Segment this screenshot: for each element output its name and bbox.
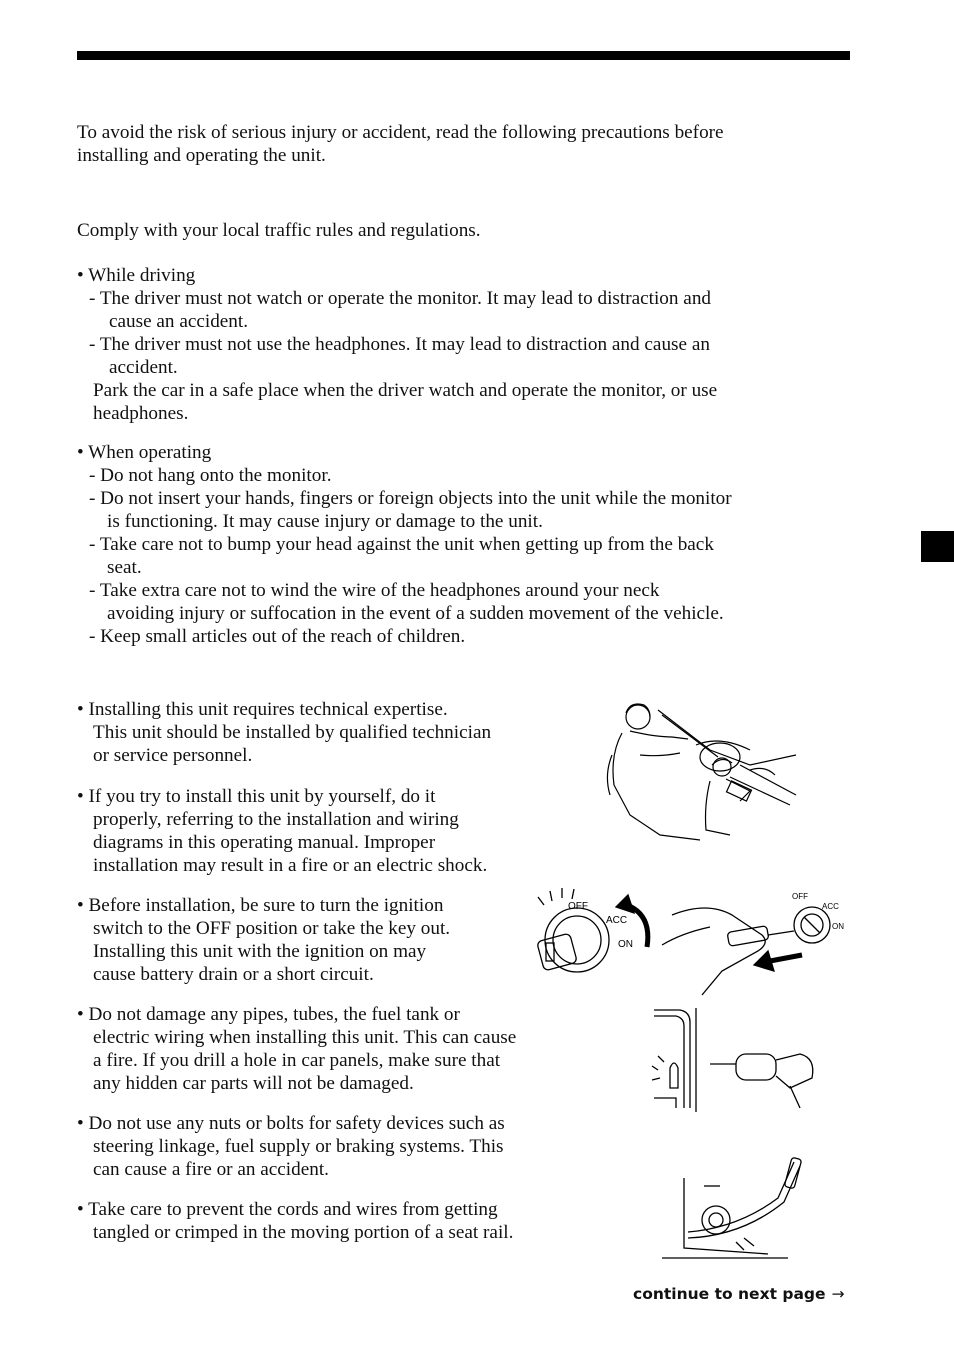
operating-line: - Take care not to bump your head against the unit when getting up from the back xyxy=(89,534,714,555)
install-bullet-expertise xyxy=(77,698,491,767)
drill-illustration xyxy=(650,1008,820,1112)
install-line: electric wiring when installing this unit. This can cause xyxy=(93,1027,517,1048)
install-line: switch to the OFF position or take the key out. xyxy=(93,918,451,939)
install-line: cause battery drain or a short circuit. xyxy=(93,964,374,985)
operating-line: avoiding injury or suffocation in the event of a sudden movement of the vehicle. xyxy=(107,603,724,624)
ignition-label-off: OFF xyxy=(568,901,588,912)
install-line: a fire. If you drill a hole in car panels, make sure that xyxy=(93,1050,501,1071)
operating-line: - Keep small articles out of the reach of children. xyxy=(89,626,466,647)
intro-line: To avoid the risk of serious injury or accident, read the following precautions before xyxy=(77,122,724,143)
install-line: or service personnel. xyxy=(93,745,253,766)
install-bullet-seat-rail xyxy=(77,1198,513,1244)
arrow-right-icon: → xyxy=(831,1285,845,1303)
seat-rail-illustration xyxy=(658,1158,808,1262)
ignition-label-acc-small: ACC xyxy=(822,902,839,911)
driving-line: cause an accident. xyxy=(109,311,249,332)
install-line: Installing this unit with the ignition on may xyxy=(93,941,427,962)
driving-section xyxy=(77,264,717,425)
continue-next-page xyxy=(633,1283,845,1306)
ignition-label-off-small: OFF xyxy=(792,892,808,901)
traffic-rules-text: Comply with your local traffic rules and regulations. xyxy=(77,220,481,241)
operating-line: - Take extra care not to wind the wire of the headphones around your neck xyxy=(89,580,660,601)
operating-line: - Do not insert your hands, fingers or foreign objects into the unit while the monitor xyxy=(89,488,732,509)
install-bullet-safety-devices xyxy=(77,1112,505,1181)
operating-heading: • When operating xyxy=(77,442,212,463)
operating-line: is functioning. It may cause injury or damage to the unit. xyxy=(107,511,543,532)
ignition-label-on: ON xyxy=(618,939,633,950)
install-line: • Installing this unit requires technical expertise. xyxy=(77,699,448,720)
install-line: diagrams in this operating manual. Improper xyxy=(93,832,436,853)
operating-line: - Do not hang onto the monitor. xyxy=(89,465,332,486)
install-line: • Before installation, be sure to turn the ignition xyxy=(77,895,444,916)
install-line: This unit should be installed by qualified technician xyxy=(93,722,492,743)
driving-line: - The driver must not watch or operate the monitor. It may lead to distraction and xyxy=(89,288,712,309)
install-line: steering linkage, fuel supply or braking systems. This xyxy=(93,1136,504,1157)
install-line: tangled or crimped in the moving portion of a seat rail. xyxy=(93,1222,514,1243)
install-bullet-pipes xyxy=(77,1003,516,1095)
driving-line: - The driver must not use the headphones. It may lead to distraction and cause an xyxy=(89,334,710,355)
driving-line: accident. xyxy=(109,357,178,378)
intro-paragraph xyxy=(77,121,724,167)
intro-line: installing and operating the unit. xyxy=(77,145,326,166)
install-line: • Do not use any nuts or bolts for safety devices such as xyxy=(77,1113,505,1134)
section-tab-marker xyxy=(921,531,954,562)
install-line: • Take care to prevent the cords and wires from getting xyxy=(77,1199,498,1220)
driving-heading: • While driving xyxy=(77,265,196,286)
install-line: any hidden car parts will not be damaged. xyxy=(93,1073,414,1094)
operating-section xyxy=(77,441,732,648)
ignition-switch-illustration xyxy=(532,885,852,995)
install-line: can cause a fire or an accident. xyxy=(93,1159,329,1180)
ignition-label-on-small: ON xyxy=(832,922,844,931)
header-rule xyxy=(77,51,850,60)
install-line: properly, referring to the installation and wiring xyxy=(93,809,459,830)
ignition-label-acc: ACC xyxy=(606,915,628,926)
install-bullet-ignition xyxy=(77,894,450,986)
driving-line: headphones. xyxy=(93,403,189,424)
driving-line: Park the car in a safe place when the driver watch and operate the monitor, or use xyxy=(93,380,718,401)
technician-installing-illustration xyxy=(600,695,800,843)
install-bullet-self-install xyxy=(77,785,487,877)
install-line: installation may result in a fire or an electric shock. xyxy=(93,855,488,876)
install-line: • If you try to install this unit by yourself, do it xyxy=(77,786,436,807)
operating-line: seat. xyxy=(107,557,142,578)
footer-text: continue to next page xyxy=(633,1285,826,1303)
install-line: • Do not damage any pipes, tubes, the fuel tank or xyxy=(77,1004,460,1025)
